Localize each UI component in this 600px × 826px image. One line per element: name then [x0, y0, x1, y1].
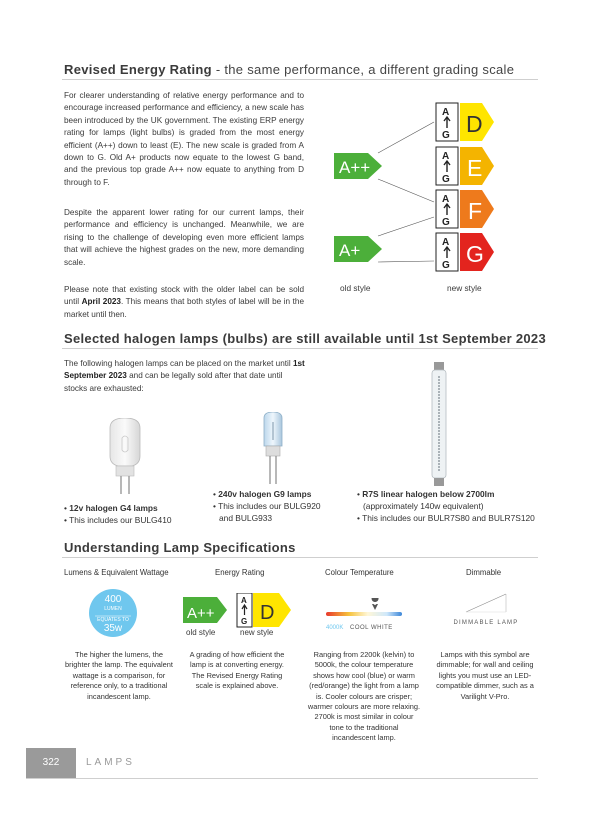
- lamp3-bullet-2: (approximately 140w equivalent): [363, 501, 484, 511]
- lumens-description: The higher the lumens, the brighter the lamp. The equivalent wattage is a comparison, for reference only, to a traditional incandescent lamp.: [65, 650, 173, 701]
- energy-paragraph-2: Despite the apparent lower rating for our current lamps, their performance and efficiency is unchanged. Meanwhile, we are rising to the challenge of developing even more efficient lamps that will achieve the highest grades on the new, more demanding scale.: [64, 208, 304, 267]
- lumens-badge: [88, 588, 138, 638]
- g4-halogen-lamp-image: [100, 418, 150, 496]
- svg-text:35w: 35w: [103, 623, 123, 634]
- svg-text:G: G: [442, 260, 450, 271]
- energy-description: A grading of how efficient the lamp is at converting energy. The Revised Energy Rating scale is explained above.: [189, 650, 285, 691]
- svg-text:4000K: 4000K: [326, 625, 344, 631]
- footer-rule: [26, 778, 538, 779]
- new-style-caption: new style: [447, 283, 482, 293]
- mapping-line: [378, 122, 434, 153]
- section-title-energy-rating: Revised Energy Rating - the same performance, a different grading scale: [64, 62, 515, 77]
- colour-temperature-scale: [326, 598, 406, 632]
- old-label-text: A+: [339, 241, 361, 260]
- svg-text:G: G: [442, 174, 450, 185]
- svg-text:DIMMABLE LAMP: DIMMABLE LAMP: [453, 620, 519, 626]
- lamp1-bullet-2: • This includes our BULG410: [64, 515, 172, 525]
- energy-sample-old-caption: old style: [186, 628, 216, 637]
- dimmable-description: Lamps with this symbol are dimmable; for wall and ceiling lights you must use an LED-compatible dimmer, such as a Varilight V-Pro.: [436, 650, 534, 701]
- mapping-line: [378, 179, 434, 202]
- new-label-f: [436, 190, 494, 228]
- section-name: LAMPS: [86, 757, 135, 768]
- col-head-energy: Energy Rating: [215, 568, 265, 577]
- svg-text:COOL WHITE: COOL WHITE: [350, 625, 393, 631]
- svg-text:F: F: [468, 198, 483, 224]
- new-label-e: [436, 147, 494, 185]
- old-label-text: A++: [339, 158, 371, 177]
- svg-text:G: G: [466, 241, 484, 267]
- svg-text:G: G: [442, 130, 450, 141]
- halogen-intro: The following halogen lamps can be placed on the market until 1st September 2023 and can be legally sold after that date until stocks are exhausted:: [64, 359, 305, 393]
- old-style-caption: old style: [340, 283, 371, 293]
- divider: [62, 557, 538, 558]
- section-title-lamp-specs: Understanding Lamp Specifications: [64, 540, 296, 555]
- svg-text:400: 400: [104, 594, 122, 605]
- svg-text:G: G: [241, 617, 248, 626]
- svg-text:A: A: [442, 237, 450, 248]
- energy-label-comparison-graphic: [334, 95, 504, 275]
- lamp3-bullet-1: • R7S linear halogen below 2700lm: [357, 489, 495, 499]
- svg-text:LUMEN: LUMEN: [104, 606, 122, 612]
- energy-rating-sample: [183, 593, 298, 629]
- energy-paragraph-1: For clearer understanding of relative energy performance and to encourage increased performance and efficiency, a new scale has been introduced by the UK government. The existing ERP energy rating for lamps (light bulbs) is graded from the most energy efficient (A++) down to least (E). The new scale is graded from A down to G. Old A+ products now equate to the lowest G band, and the previous top grade A++ now equate to anything from D through to F.: [64, 91, 304, 187]
- svg-text:D: D: [466, 111, 483, 137]
- mapping-line: [378, 217, 434, 236]
- section-title-halogen: Selected halogen lamps (bulbs) are still available until 1st September 2023: [64, 331, 546, 346]
- page-number: 322: [26, 748, 76, 778]
- colour-temp-description: Ranging from 2200k (kelvin) to 5000k, the colour temperature shows how cool (blue) or warm (red/orange) the light from a lamp is. Cooler colours are crisper; warmer colours are more relaxing. 2700k is most similar in colour tone to the traditional incandescent lamp.: [307, 650, 421, 743]
- g9-halogen-lamp-image: [258, 412, 288, 486]
- svg-text:A++: A++: [187, 605, 215, 622]
- r7s-linear-halogen-lamp-image: [428, 362, 450, 486]
- lamp2-bullet-2: • This includes our BULG920: [213, 501, 321, 511]
- svg-text:EQUATES TO: EQUATES TO: [97, 617, 129, 623]
- svg-text:G: G: [442, 217, 450, 228]
- divider: [62, 348, 538, 349]
- mapping-line: [378, 261, 434, 262]
- svg-text:D: D: [260, 602, 275, 624]
- lamp1-bullet-1: • 12v halogen G4 lamps: [64, 503, 158, 513]
- col-head-colour-temp: Colour Temperature: [325, 568, 394, 577]
- col-head-dimmable: Dimmable: [466, 568, 502, 577]
- svg-text:A: A: [241, 596, 247, 605]
- svg-text:A: A: [442, 107, 450, 118]
- energy-paragraph-3: Please note that existing stock with the older label can be sold until April 2023. This means that both styles of label will be in the market until then.: [64, 285, 305, 319]
- svg-text:A: A: [442, 151, 450, 162]
- lamp2-bullet-3: and BULG933: [219, 513, 273, 523]
- lamp2-bullet-1: • 240v halogen G9 lamps: [213, 489, 312, 499]
- new-label-d: [436, 103, 494, 141]
- divider: [62, 79, 538, 80]
- dimmable-lamp-icon: [446, 590, 526, 630]
- svg-text:E: E: [467, 155, 483, 181]
- col-head-lumens: Lumens & Equivalent Wattage: [64, 568, 169, 577]
- lamp3-bullet-3: • This includes our BULR7S80 and BULR7S120: [357, 513, 535, 523]
- new-label-g: [436, 233, 494, 271]
- energy-sample-new-caption: new style: [240, 628, 274, 637]
- svg-text:A: A: [442, 194, 450, 205]
